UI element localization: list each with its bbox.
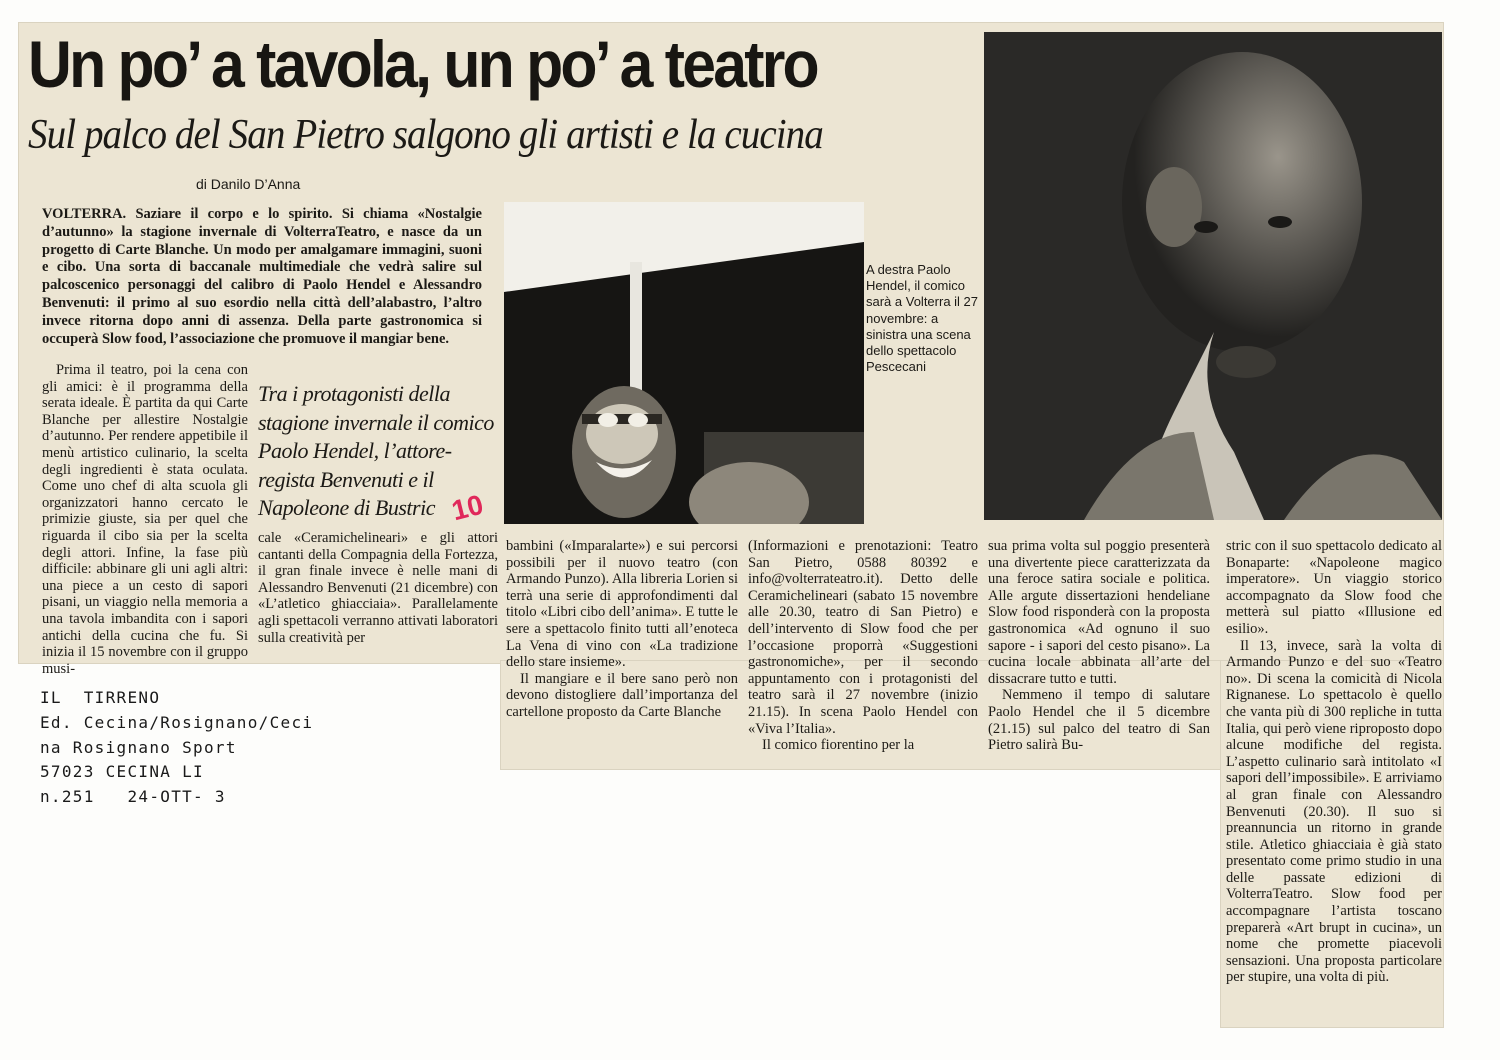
column-6-text-b: Il 13, invece, sarà la volta di Armando Punzo e del suo «Teatro no». Di scena la comicità di Nicola Rignanese. Lo spettacolo è quello che vanta più di 300 repliche in tutta Italia, qui però viene riproposto dopo alcune modifiche del regista. L’aspetto culinario sarà intitolato «I sapori dell’impossibile». E arriviamo al gran finale con Alessandro Benvenuti (20.30). Il suo si preannuncia un ritorno in grande stile. Atletico ghiacciaia è già stato presentato come primo studio in una delle passate edizioni di VolterraTeatro. Slow food per accompagnare l’artista toscano preparerà «Art brupt in cucina», un nome che promette piacevoli sensazioni. Una proposta particolare per stupire, una volta di più. <box>1226 637 1442 986</box>
lead-paragraph: VOLTERRA. Saziare il corpo e lo spirito. Si chiama «Nostalgie d’autunno» la stagione invernale di VolterraTeatro, e nasce da un progetto di Carte Blanche. Un modo per amalgamare immagini, suoni e cibo. Una sorta di baccanale multimediale che vedrà salire sul palcoscenico personaggi del calibro di Paolo Hendel e Alessandro Benvenuti: il primo al suo esordio nella città dell’alabastro, l’altro invece ritorna dopo anni di assenza. Della parte gastronomica si occuperà Slow food, l’associazione che promuove il mangiar bene. <box>42 206 482 347</box>
column-2 <box>258 530 498 646</box>
column-4-text-b: Il comico fiorentino per la <box>762 737 915 754</box>
photo-caption: A destra Paolo Hendel, il comico sarà a Volterra il 27 novembre: a sinistra una scena dello spettacolo Pescecani <box>866 262 979 375</box>
photo-pescecani-scene <box>504 202 864 524</box>
headline: Un po’ a tavola, un po’ a teatro <box>28 27 817 101</box>
stamp-line-1: IL TIRRENO <box>40 688 161 707</box>
column-6 <box>1226 538 1442 986</box>
column-4 <box>748 538 978 754</box>
column-5-text-a: sua prima volta sul poggio presenterà una divertente piece caratterizzata da una feroce satira sociale e politica. Alle argute dissertazioni hendeliane Slow food risponderà con la proposta gastronomica «Ad ognuno il suo sapore - i sapori del cesto pisano». La cucina locale abbinata all’arte del dissacrare tutto e tutti. <box>988 538 1210 687</box>
column-6-text-a: stric con il suo spettacolo dedicato al Bonaparte: «Napoleone magico imperatore». Un viaggio storico accompagnato da Slow food che metterà sul piatto «Illusione ed esilio». <box>1226 538 1442 637</box>
byline: di Danilo D’Anna <box>196 176 301 192</box>
stamp-line-3: na Rosignano Sport <box>40 737 237 757</box>
photo-paolo-hendel <box>984 32 1442 520</box>
handwritten-mark: 10 <box>448 488 487 527</box>
column-5-text-b: Nemmeno il tempo di salutare Paolo Hendel che il 5 dicembre (21.15) sul palco del teatro di San Pietro salirà Bu- <box>988 687 1210 754</box>
stamp-line-5: n.251 24-OTT- 3 <box>40 787 226 807</box>
column-3-text-a: bambini («Imparalarte») e sui percorsi possibili per il nuovo teatro (con Armando Punzo). Alla libreria Lorien si terrà una serie di approfondimenti dal titolo «Libri cibo dell’anima». E tutte le sere a spettacolo finito tutti all’enoteca La Vena di vino con «La tradizione dello stare insieme». <box>506 538 738 671</box>
stamp-line-2: Ed. Cecina/Rosignano/Ceci <box>40 712 314 732</box>
column-1 <box>42 362 248 677</box>
column-3 <box>506 538 738 721</box>
archive-stamp <box>40 686 313 810</box>
column-4-text-a: (Informazioni e prenotazioni: Teatro San Pietro, 0588 80392 e info@volterrateatro.it). Detto delle Ceramichelineari (sabato 15 novembre alle 20.30, teatro di San Pietro) e dell’intervento di Slow food che per l’occasione proporrà «Suggestioni gastronomiche», per il secondo appuntamento con i protagonisti del teatro sarà il 27 novembre (inizio 21.15). In scena Paolo Hendel con «Viva l’Italia». <box>748 538 978 737</box>
pull-quote: Tra i protagonisti della stagione invernale il comico Paolo Hendel, l’attore-regista Benvenuti e il Napoleone di Bustric <box>258 381 494 520</box>
column-2-text: cale «Ceramichelineari» e gli attori cantanti della Compagnia della Fortezza, il gran finale invece è nelle mani di Alessandro Benvenuti (21 dicembre) con «L’atletico ghiacciaia». Parallelamente agli spettacoli verranno attivati laboratori sulla creatività per <box>258 530 498 646</box>
column-1-text: Prima il teatro, poi la cena con gli amici: è il programma della serata ideale. È partita da qui Carte Blanche per allestire Nostalgie d’autunno. Per rendere appetibile il menù artistico culinario, la scelta degli ingredienti è stata oculata. Come uno chef di alta scuola gli organizzatori hanno cercato le primizie giuste, sia per quel che riguarda il cibo sia per la scelta degli attori. Infine, la fase più difficile: abbinare gli uni agli altri: una piece a un cesto di sapori pisani, un viaggio nella memoria a una tavola imbandita con i sapori antichi della cucina che fu. Si inizia il 15 novembre con il gruppo musi- <box>42 362 248 677</box>
subheadline: Sul palco del San Pietro salgono gli artisti e la cucina <box>28 112 823 158</box>
column-3-text-b: Il mangiare e il bere sano però non devono distogliere dall’importanza del cartellone proposto da Carte Blanche <box>506 670 738 720</box>
stamp-line-4: 57023 CECINA LI <box>40 762 204 782</box>
column-5 <box>988 538 1210 754</box>
